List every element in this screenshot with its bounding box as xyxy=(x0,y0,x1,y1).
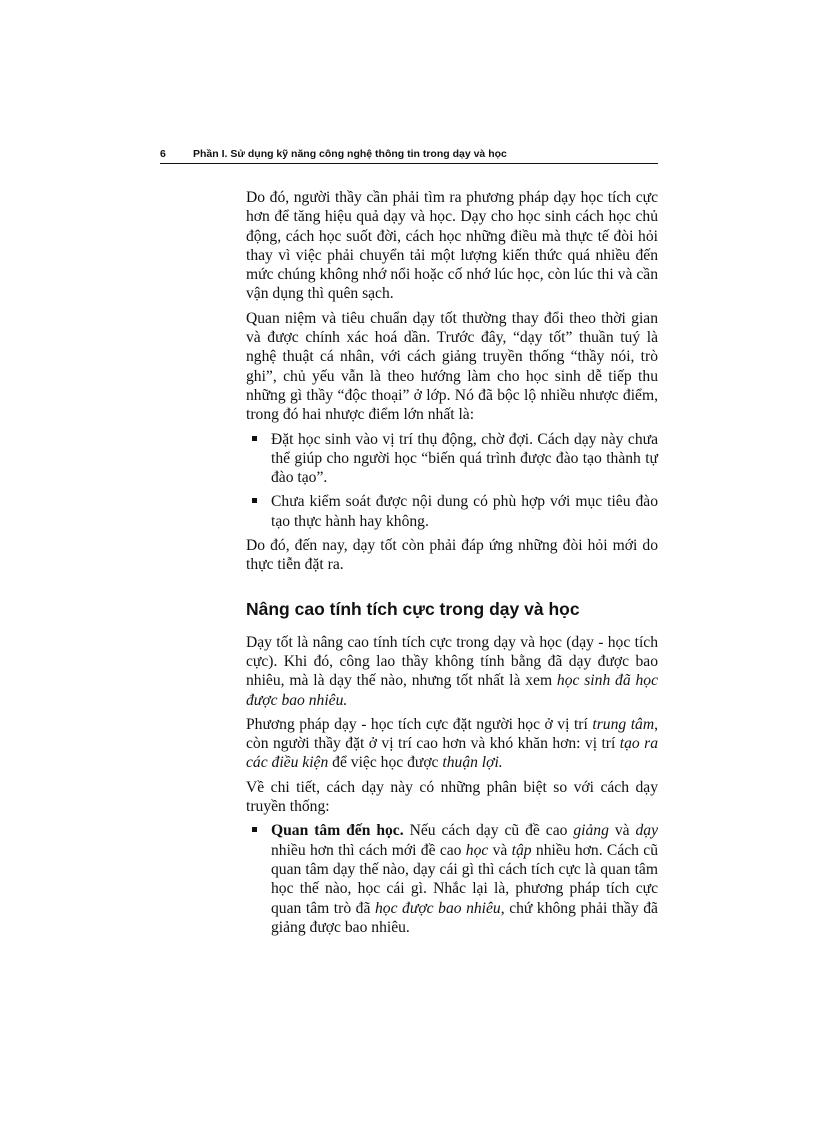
paragraph-4-emphasis: học sinh đã học được bao nhiêu. xyxy=(246,672,658,709)
list-item xyxy=(246,492,658,531)
paragraph-5-emphasis-2: tạo ra các điều kiện xyxy=(246,735,658,772)
list-item xyxy=(246,430,658,488)
paragraph-6: Về chi tiết, cách dạy này có những phân biệt so với cách dạy truyền thống: xyxy=(246,778,658,816)
bullet-text-a: Nếu cách dạy cũ đề cao xyxy=(403,822,574,840)
bullet-text-b: và xyxy=(608,822,636,840)
paragraph-4 xyxy=(246,633,658,710)
header-title: Phần I. Sử dụng kỹ năng công nghệ thông tin trong dạy và học xyxy=(193,148,507,160)
bullet-emphasis-4: tập xyxy=(511,841,532,859)
bullet-list-2 xyxy=(246,821,658,937)
bullet-emphasis-5: học được bao nhiêu xyxy=(374,899,501,917)
bullet-text-e: nhiều hơn. Cách cũ quan tâm dạy thế nào, dạy cái gì thì cách tích cực là quan tâm học thế nào, học cái gì. Nhắc lại là, phương pháp tích cực quan tâm trò đã xyxy=(271,841,658,917)
paragraph-5-text-c: để việc học được xyxy=(328,754,443,772)
bullet-text-d: và xyxy=(488,841,512,859)
list-item xyxy=(246,821,658,937)
paragraph-2: Quan niệm và tiêu chuẩn dạy tốt thường thay đổi theo thời gian và được chính xác hoá dần. Trước đây, “dạy tốt” thuần tuý là nghệ thuật cá nhân, với cách giảng truyền thống “thầy nói, trò ghi”, chủ yếu vẫn là theo hướng làm cho học sinh dễ tiếp thu những gì thầy “độc thoại” ở lớp. Nó đã bộc lộ nhiều nhược điểm, trong đó hai nhược điểm lớn nhất là: xyxy=(246,309,658,424)
paragraph-1: Do đó, người thầy cần phải tìm ra phương pháp dạy học tích cực hơn để tăng hiệu quả dạy và học. Dạy cho học sinh cách học chủ động, cách học suốt đời, cách học những điều mà thực tế đòi hỏi thay vì việc phải chuyển tải một lượng kiến thức quá nhiều đến mức chúng không nhớ nổi hoặc cố nhớ lúc học, còn lúc thi và cần vận dụng thì quên sạch. xyxy=(246,189,658,303)
list-item-text xyxy=(271,822,658,935)
bullet-lead-bold: Quan tâm đến học. xyxy=(271,822,404,840)
bullet-text-c: nhiều hơn thì cách mới đề cao xyxy=(271,841,466,859)
bullet-square-icon xyxy=(252,498,257,503)
body-text xyxy=(246,188,658,942)
page-number: 6 xyxy=(160,148,166,160)
section-heading: Nâng cao tính tích cực trong dạy và học xyxy=(246,598,580,619)
bullet-emphasis-2: dạy xyxy=(635,822,659,840)
paragraph-5 xyxy=(246,715,658,773)
paragraph-5-emphasis-1: trung tâm xyxy=(592,715,655,733)
running-header xyxy=(160,146,658,164)
paragraph-4-text: Dạy tốt là nâng cao tính tích cực trong dạy và học (dạy - học tích cực). Khi đó, công lao thầy không tính bằng đã dạy được bao nhiêu, mà là dạy thế nào, nhưng tốt nhất là xem xyxy=(246,633,658,690)
paragraph-5-text-a: Phương pháp dạy - học tích cực đặt người học ở vị trí xyxy=(246,715,593,733)
bullet-square-icon xyxy=(252,827,257,832)
bullet-text-f: , chứ không phải thầy đã giảng được bao nhiêu. xyxy=(271,899,658,936)
paragraph-5-emphasis-3: thuận lợi. xyxy=(442,754,503,772)
paragraph-5-text-b: , còn người thầy đặt ở vị trí cao hơn và khó khăn hơn: vị trí xyxy=(246,715,658,753)
bullet-square-icon xyxy=(252,436,257,441)
paragraph-3: Do đó, đến nay, dạy tốt còn phải đáp ứng những đòi hỏi mới do thực tiễn đặt ra. xyxy=(246,537,658,574)
bullet-emphasis-3: học xyxy=(465,841,489,859)
list-item-text: Chưa kiểm soát được nội dung có phù hợp với mục tiêu đào tạo thực hành hay không. xyxy=(271,493,658,530)
bullet-list-1 xyxy=(246,430,658,531)
bullet-emphasis-1: giảng xyxy=(573,822,609,840)
list-item-text: Đặt học sinh vào vị trí thụ động, chờ đợi. Cách dạy này chưa thể giúp cho người học “biến quá trình được đào tạo thành tự đào tạo”. xyxy=(271,430,658,487)
